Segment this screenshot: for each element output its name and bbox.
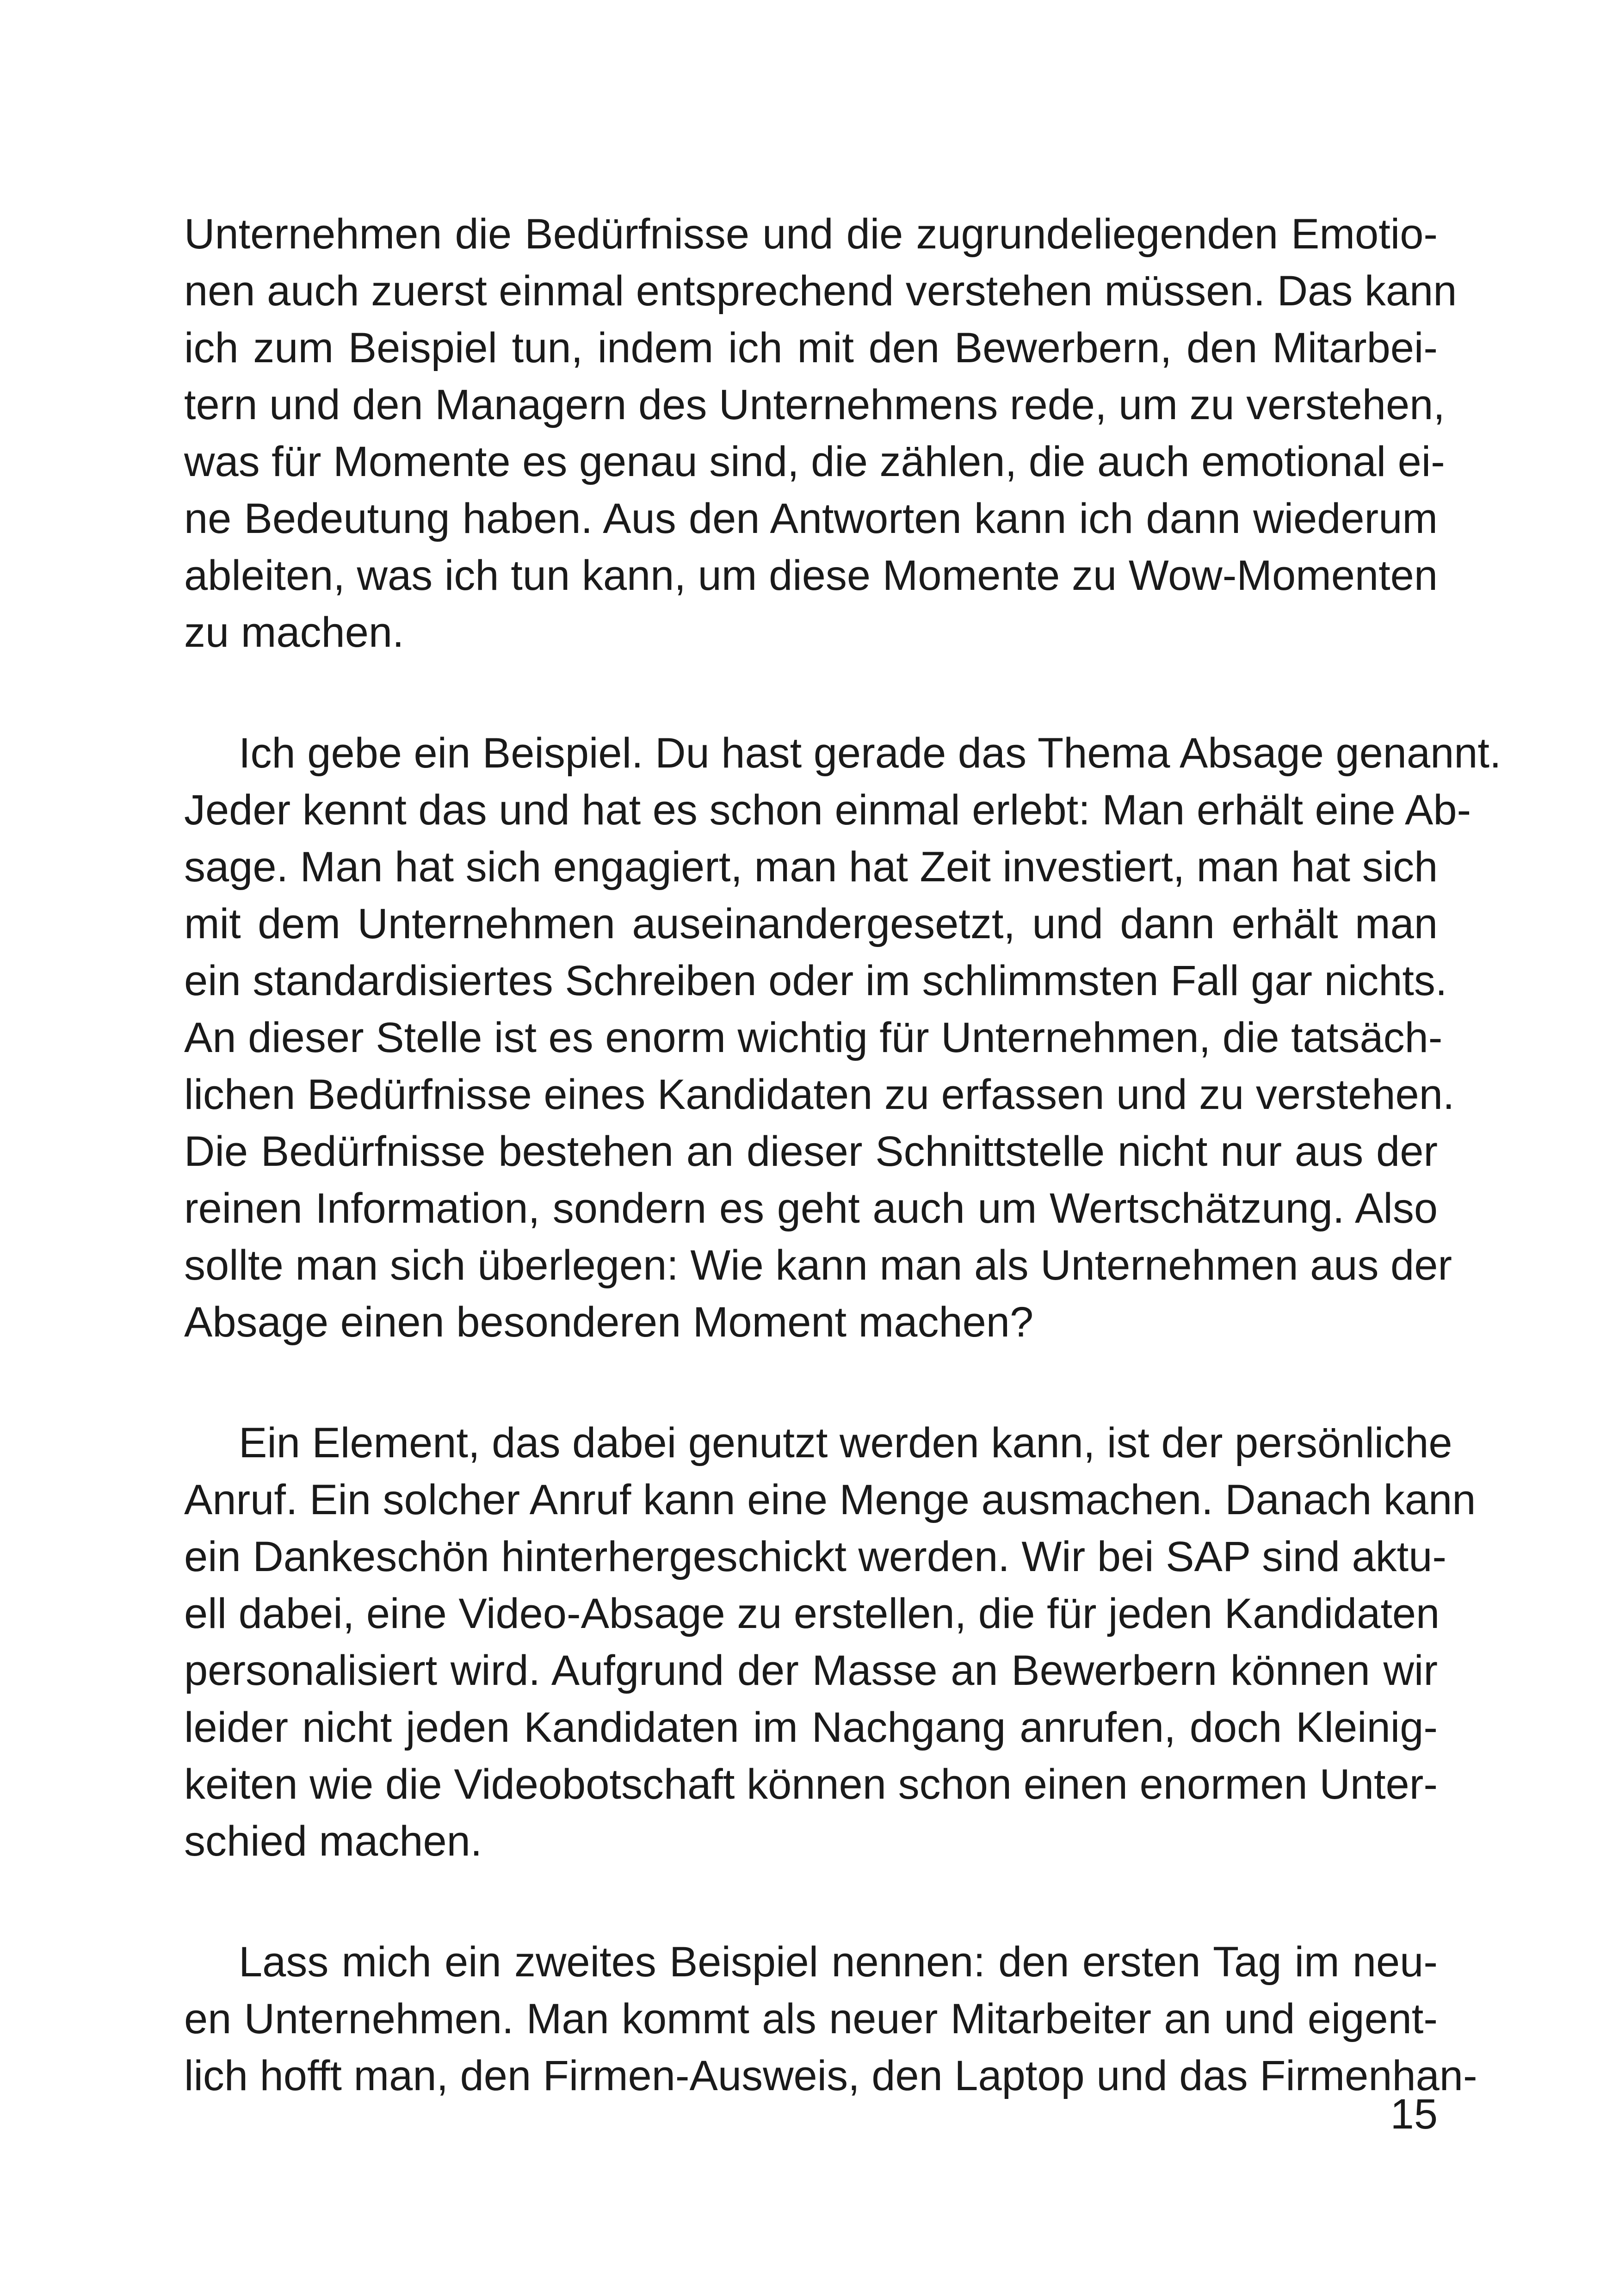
- body-text: [184, 206, 1502, 2168]
- text-line: tern und den Managern des Unternehmens rede, um zu verstehen,: [184, 381, 1445, 428]
- text-line: Ein Element, das dabei genutzt werden kann, ist der persönliche: [239, 1419, 1452, 1467]
- paragraph: [184, 1934, 1477, 2104]
- page-number: 15: [1390, 2091, 1438, 2138]
- text-line: ell dabei, eine Video-Absage zu erstellen, die für jeden Kandidaten: [184, 1590, 1440, 1637]
- text-line: An dieser Stelle ist es enorm wichtig für Unternehmen, die tatsäch-: [184, 1014, 1443, 1061]
- text-line: ein standardisiertes Schreiben oder im schlimmsten Fall gar nichts.: [184, 957, 1447, 1004]
- text-line: leider nicht jeden Kandidaten im Nachgang anrufen, doch Kleinig-: [184, 1704, 1438, 1751]
- text-line: ne Bedeutung haben. Aus den Antworten kann ich dann wiederum: [184, 495, 1438, 542]
- text-line: sage. Man hat sich engagiert, man hat Zeit investiert, man hat sich: [184, 843, 1438, 891]
- text-line: sollte man sich überlegen: Wie kann man als Unternehmen aus der: [184, 1242, 1452, 1289]
- text-line: Ich gebe ein Beispiel. Du hast gerade das Thema Absage genannt.: [239, 730, 1502, 777]
- text-line: Absage einen besonderen Moment machen?: [184, 1299, 1034, 1346]
- text-line: Anruf. Ein solcher Anruf kann eine Menge ausmachen. Danach kann: [184, 1476, 1476, 1523]
- text-line: reinen Information, sondern es geht auch um Wertschätzung. Also: [184, 1185, 1438, 1232]
- text-line: zu machen.: [184, 609, 404, 656]
- text-line: en Unternehmen. Man kommt als neuer Mitarbeiter an und eigent-: [184, 1995, 1438, 2042]
- text-line: Jeder kennt das und hat es schon einmal erlebt: Man erhält eine Ab-: [184, 786, 1471, 834]
- text-line: schied machen.: [184, 1818, 482, 1865]
- text-line: lichen Bedürfnisse eines Kandidaten zu erfassen und zu verstehen.: [184, 1071, 1455, 1118]
- text-line: keiten wie die Videobotschaft können schon einen enormen Unter-: [184, 1761, 1438, 1808]
- text-line: Lass mich ein zweites Beispiel nennen: den ersten Tag im neu-: [239, 1938, 1438, 1986]
- paragraph: [184, 725, 1502, 1351]
- text-line: ableiten, was ich tun kann, um diese Momente zu Wow-Momenten: [184, 552, 1438, 599]
- text-line: nen auch zuerst einmal entsprechend verstehen müssen. Das kann: [184, 267, 1457, 315]
- text-line: lich hofft man, den Firmen-Ausweis, den Laptop und das Firmenhan-: [184, 2052, 1477, 2099]
- text-line: was für Momente es genau sind, die zählen, die auch emotional ei-: [184, 438, 1445, 485]
- text-line: personalisiert wird. Aufgrund der Masse an Bewerbern können wir: [184, 1647, 1438, 1694]
- text-line: ich zum Beispiel tun, indem ich mit den Bewerbern, den Mitarbei-: [184, 324, 1438, 371]
- text-line: Unternehmen die Bedürfnisse und die zugrundeliegenden Emotio-: [184, 210, 1438, 258]
- text-line: Die Bedürfnisse bestehen an dieser Schnittstelle nicht nur aus der: [184, 1128, 1438, 1175]
- text-line: ein Dankeschön hinterhergeschickt werden. Wir bei SAP sind aktu-: [184, 1533, 1447, 1580]
- paragraph: [184, 1415, 1476, 1870]
- paragraph: [184, 206, 1457, 661]
- text-line: mit dem Unternehmen auseinandergesetzt, und dann erhält man: [184, 900, 1438, 947]
